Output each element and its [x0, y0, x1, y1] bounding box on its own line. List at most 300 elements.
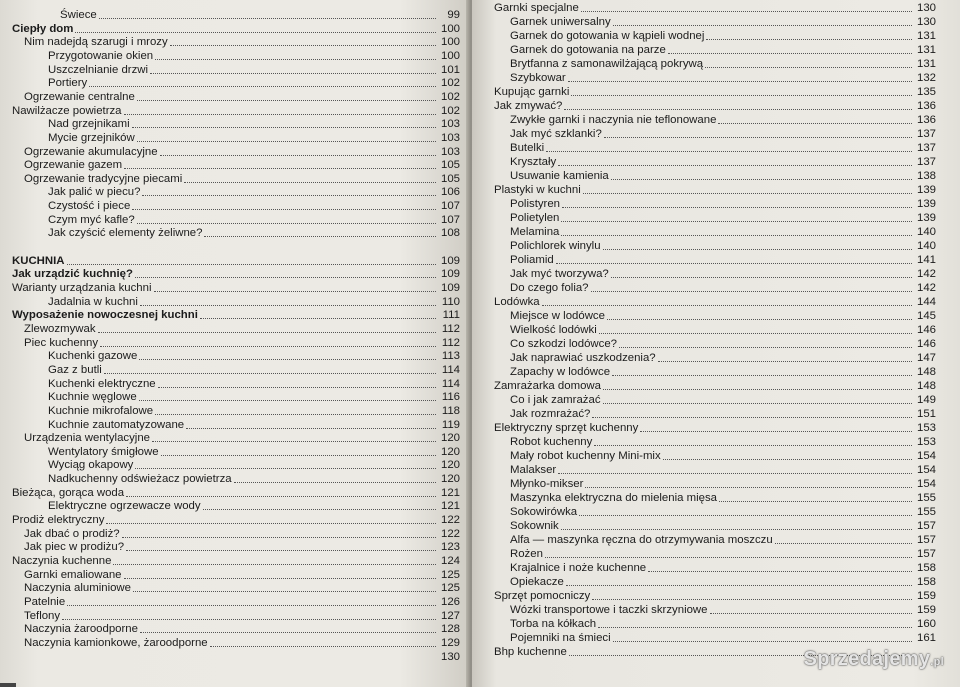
toc-entry-title: Torba na kółkach — [510, 618, 597, 630]
dot-leader — [562, 207, 912, 208]
dot-leader — [126, 496, 436, 497]
toc-entry — [494, 588, 936, 603]
toc-entry-title: Zapachy w lodówce — [510, 366, 611, 378]
dot-leader — [124, 578, 437, 579]
dot-leader — [612, 375, 912, 376]
dot-leader — [592, 599, 912, 600]
toc-entry-title: Jak naprawiać uszkodzenia? — [510, 352, 656, 364]
toc-entry — [510, 238, 936, 253]
toc-entry-page-number: 103 — [440, 131, 460, 144]
dot-leader — [75, 32, 436, 33]
toc-entry-page-number: 154 — [916, 478, 936, 490]
dot-leader — [124, 114, 436, 115]
toc-entry-title: Jak myć szklanki? — [510, 128, 602, 140]
toc-entry-page-number: 120 — [440, 432, 460, 445]
toc-entry-page-number: 120 — [440, 459, 460, 472]
toc-entry-page-number: 100 — [440, 36, 460, 49]
toc-entry — [510, 266, 936, 281]
toc-entry-title: Poliamid — [510, 254, 554, 266]
toc-entry — [510, 602, 936, 617]
toc-entry — [510, 112, 936, 127]
dot-leader — [561, 235, 912, 236]
toc-entry-title: Do czego folia? — [510, 282, 589, 294]
toc-entry-title: Co i jak zamrażać — [510, 394, 601, 406]
toc-entry — [510, 70, 936, 85]
dot-leader — [558, 165, 912, 166]
dot-leader — [556, 263, 912, 264]
toc-entry-page-number: 131 — [916, 44, 936, 56]
toc-entry-title: Kuchnie zautomatyzowane — [48, 418, 185, 431]
dot-leader — [89, 86, 436, 87]
toc-entry-page-number: 118 — [441, 404, 460, 417]
toc-entry-title: Jadalnia w kuchni — [48, 295, 138, 308]
toc-entry — [510, 126, 936, 141]
dot-leader — [545, 557, 912, 558]
toc-entry — [510, 210, 936, 225]
dot-leader — [99, 18, 436, 19]
toc-entry-page-number: 131 — [916, 30, 936, 42]
toc-entry-page-number: 137 — [916, 128, 936, 140]
toc-entry-title: Naczynia kuchenne — [12, 555, 112, 567]
toc-entry — [510, 406, 936, 421]
toc-entry-title: Miejsce w lodówce — [510, 310, 605, 322]
toc-entry-page-number: 130 — [916, 16, 936, 28]
toc-entry-title: Sokownik — [510, 520, 559, 532]
toc-entry-title: Ciepły dom — [12, 22, 74, 35]
toc-entry-page-number: 109 — [440, 268, 460, 281]
dot-leader — [648, 571, 912, 572]
toc-entry-title: Wózki transportowe i taczki skrzyniowe — [510, 604, 708, 616]
toc-entry — [510, 154, 936, 169]
toc-entry-page-number: 158 — [916, 576, 936, 588]
toc-entry-page-number: 102 — [440, 104, 460, 117]
dot-leader — [142, 195, 436, 196]
toc-entry-page-number: 142 — [916, 268, 936, 280]
toc-entry-title: Elektryczne ogrzewacze wody — [48, 500, 201, 513]
toc-entry-title: Brytfanna z samonawilżającą pokrywą — [510, 58, 704, 70]
toc-entry-title: Melamina — [510, 226, 560, 238]
dot-leader — [604, 137, 912, 138]
toc-entry-page-number: 126 — [440, 595, 460, 608]
toc-entry — [510, 476, 936, 491]
toc-entry-title: Szybkowar — [510, 72, 566, 84]
toc-entry-title: Jak palić w piecu? — [48, 186, 141, 199]
toc-entry-page-number: 103 — [440, 145, 460, 158]
dot-leader — [546, 151, 912, 152]
toc-entry-page-number: 151 — [916, 408, 936, 420]
toc-entry — [24, 635, 460, 650]
dot-leader — [566, 585, 912, 586]
toc-entry-page-number: 157 — [916, 520, 936, 532]
toc-entry-title: Jak piec w prodiżu? — [24, 541, 125, 554]
dot-leader — [139, 400, 436, 401]
toc-entry-title: Teflony — [24, 609, 61, 622]
dot-leader — [140, 632, 436, 633]
dot-leader — [611, 277, 912, 278]
dot-leader — [98, 332, 436, 333]
toc-entry-title: Portiery — [48, 77, 88, 90]
toc-entry-title: Jak dbać o prodiż? — [24, 527, 120, 540]
toc-entry — [510, 350, 936, 365]
dot-leader — [160, 155, 436, 156]
toc-entry-title: Naczynia kamionkowe, żaroodporne — [24, 636, 208, 649]
dot-leader — [137, 141, 436, 142]
toc-entry-page-number: 136 — [916, 100, 936, 112]
toc-entry-page-number: 99 — [447, 9, 460, 21]
dot-leader — [571, 95, 912, 96]
toc-entry — [494, 84, 936, 99]
toc-entry — [510, 42, 936, 57]
toc-entry-title: Kuchenki gazowe — [48, 350, 138, 363]
dot-leader — [155, 414, 436, 415]
dot-leader — [150, 73, 436, 74]
dot-leader — [137, 100, 436, 101]
toc-entry-title: Bieżąca, gorąca woda — [12, 486, 125, 499]
toc-entry-page-number: 119 — [441, 418, 460, 431]
dot-leader — [775, 543, 912, 544]
toc-entry-title: Wyposażenie nowoczesnej kuchni — [12, 309, 198, 322]
toc-entry — [510, 490, 936, 505]
toc-entry — [510, 448, 936, 463]
toc-entry-title: Nadkuchenny odświeżacz powietrza — [48, 473, 232, 486]
toc-entry-title: Malakser — [510, 464, 557, 476]
dot-leader — [67, 605, 436, 606]
dot-leader — [210, 646, 436, 647]
watermark-brand: Sprzedajemy — [803, 648, 931, 670]
toc-entry-title: KUCHNIA — [12, 254, 65, 267]
toc-entry — [420, 649, 460, 664]
toc-entry-title: Krajalnice i noże kuchenne — [510, 562, 647, 574]
toc-entry-title: Kuchnie mikrofalowe — [48, 404, 154, 417]
toc-entry-title: Polichlorek winylu — [510, 240, 601, 252]
toc-entry-title: Butelki — [510, 142, 545, 154]
dot-leader — [705, 67, 912, 68]
dot-leader — [594, 445, 912, 446]
toc-entry-page-number: 120 — [440, 473, 460, 486]
toc-entry — [494, 294, 936, 309]
toc-entry-title: Kuchenki elektryczne — [48, 377, 156, 390]
toc-entry-title: Lodówka — [494, 296, 540, 308]
toc-entry-page-number: 122 — [440, 514, 460, 527]
toc-entry-page-number: 130 — [440, 650, 460, 663]
toc-entry-page-number: 146 — [916, 338, 936, 350]
dot-leader — [591, 291, 912, 292]
dot-leader — [603, 389, 912, 390]
toc-entry-page-number: 125 — [440, 582, 460, 595]
toc-entry-title: Mały robot kuchenny Mini-mix — [510, 450, 661, 462]
toc-entry — [510, 616, 936, 631]
toc-entry-page-number: 129 — [440, 636, 460, 649]
toc-entry — [510, 546, 936, 561]
toc-entry-title: Przygotowanie okien — [48, 49, 154, 62]
toc-entry — [510, 518, 936, 533]
toc-entry-page-number: 153 — [916, 422, 936, 434]
dot-leader — [139, 359, 436, 360]
dot-leader — [132, 127, 436, 128]
dot-leader — [640, 431, 912, 432]
dot-leader — [579, 515, 912, 516]
dot-leader — [581, 11, 912, 12]
dot-leader — [133, 591, 436, 592]
dot-leader — [140, 305, 436, 306]
toc-entry-title: Ogrzewanie centralne — [24, 90, 135, 103]
toc-entry — [510, 14, 936, 29]
toc-entry-page-number: 154 — [916, 464, 936, 476]
dot-leader — [122, 537, 436, 538]
dot-leader — [135, 468, 436, 469]
toc-entry — [510, 280, 936, 295]
toc-entry-title: Warianty urządzania kuchni — [12, 282, 152, 294]
toc-entry-title: Ogrzewanie akumulacyjne — [24, 145, 158, 158]
dot-leader — [658, 361, 912, 362]
toc-entry — [510, 224, 936, 239]
toc-entry-title: Alfa — maszynka ręczna do otrzymywania moszczu — [510, 534, 773, 546]
right-page — [472, 0, 960, 687]
toc-entry-title: Polietylen — [510, 212, 560, 224]
dot-leader — [564, 109, 912, 110]
toc-entry-page-number: 105 — [440, 172, 460, 185]
toc-entry-title: Zamrażarka domowa — [494, 380, 601, 392]
toc-entry-page-number: 161 — [916, 632, 936, 644]
toc-entry-title: Zlewozmywak — [24, 322, 96, 335]
dot-leader — [668, 53, 912, 54]
toc-entry-page-number: 137 — [916, 156, 936, 168]
toc-entry — [510, 168, 936, 183]
toc-entry — [510, 574, 936, 589]
toc-entry-page-number: 136 — [916, 114, 936, 126]
toc-entry-page-number: 100 — [440, 49, 460, 62]
toc-entry-title: Kryształy — [510, 156, 557, 168]
toc-entry-page-number: 121 — [440, 500, 460, 513]
toc-entry — [510, 322, 936, 337]
toc-entry-page-number: 155 — [916, 492, 936, 504]
toc-entry-page-number: 130 — [916, 2, 936, 14]
toc-entry-page-number: 123 — [440, 541, 460, 554]
toc-entry-title: Młynko-mikser — [510, 478, 584, 490]
dot-leader — [113, 564, 436, 565]
toc-entry-page-number: 140 — [916, 226, 936, 238]
toc-entry-page-number: 132 — [916, 72, 936, 84]
toc-entry-title: Piec kuchenny — [24, 336, 99, 349]
toc-entry-page-number: 102 — [440, 77, 460, 90]
toc-entry-title: Zwykłe garnki i naczynia nie teflonowane — [510, 114, 717, 126]
toc-entry-page-number: 112 — [441, 336, 460, 349]
toc-entry-page-number: 101 — [440, 63, 460, 76]
toc-entry-page-number: 153 — [916, 436, 936, 448]
dot-leader — [155, 59, 436, 60]
dot-leader — [613, 25, 912, 26]
toc-entry-page-number: 109 — [440, 282, 460, 294]
toc-entry — [494, 0, 936, 15]
dot-leader — [154, 291, 437, 292]
toc-entry-page-number: 148 — [916, 380, 936, 392]
toc-entry — [494, 420, 936, 435]
toc-entry-page-number: 155 — [916, 506, 936, 518]
toc-entry-page-number: 148 — [916, 366, 936, 378]
toc-entry-title: Wielkość lodówki — [510, 324, 597, 336]
dot-leader — [170, 45, 436, 46]
dot-leader — [234, 482, 436, 483]
dot-leader — [124, 168, 436, 169]
toc-entry — [510, 308, 936, 323]
dot-leader — [718, 123, 912, 124]
toc-entry-title: Nawilżacze powietrza — [12, 104, 122, 117]
toc-entry-page-number: 103 — [440, 118, 460, 131]
toc-entry — [510, 504, 936, 519]
dot-leader — [204, 236, 436, 237]
toc-entry-title: Wyciąg okapowy — [48, 459, 134, 472]
toc-entry-page-number: 100 — [440, 22, 460, 35]
toc-entry-title: Kupując garnki — [494, 86, 570, 98]
toc-entry-title: Czym myć kafle? — [48, 213, 135, 226]
toc-entry-page-number: 157 — [916, 548, 936, 560]
toc-entry-page-number: 124 — [440, 555, 460, 567]
dot-leader — [558, 473, 912, 474]
toc-entry-page-number: 106 — [440, 186, 460, 199]
watermark-tld: .pl — [930, 656, 944, 668]
toc-entry-title: Jak czyścić elementy żeliwne? — [48, 227, 203, 240]
toc-entry-title: Ogrzewanie gazem — [24, 159, 123, 172]
toc-entry — [510, 392, 936, 407]
toc-entry-page-number: 146 — [916, 324, 936, 336]
toc-entry-title: Pojemniki na śmieci — [510, 632, 611, 644]
dot-leader — [184, 182, 436, 183]
toc-entry-title: Nad grzejnikami — [48, 118, 130, 131]
toc-entry-page-number: 120 — [440, 445, 460, 458]
toc-entry-title: Polistyren — [510, 198, 561, 210]
dot-leader — [583, 193, 912, 194]
toc-entry-title: Jak urządzić kuchnię? — [12, 268, 133, 281]
toc-entry — [494, 378, 936, 393]
toc-entry-title: Urządzenia wentylacyjne — [24, 432, 150, 445]
toc-entry-title: Elektryczny sprzęt kuchenny — [494, 422, 639, 434]
toc-entry-page-number: 127 — [440, 609, 460, 622]
dot-leader — [719, 501, 912, 502]
toc-entry-title: Uszczelnianie drzwi — [48, 63, 149, 76]
watermark-logo — [804, 648, 944, 671]
toc-entry — [510, 434, 936, 449]
dot-leader — [706, 39, 912, 40]
toc-entry-page-number: 160 — [916, 618, 936, 630]
toc-entry-title: Czystość i piece — [48, 200, 131, 213]
toc-entry — [510, 336, 936, 351]
left-page — [0, 0, 470, 687]
dot-leader — [126, 550, 436, 551]
toc-entry-title: Wentylatory śmigłowe — [48, 445, 159, 458]
toc-entry-page-number: 131 — [916, 58, 936, 70]
toc-entry-title: Sprzęt pomocniczy — [494, 590, 591, 602]
toc-entry-title: Rożen — [510, 548, 543, 560]
dot-leader — [598, 627, 912, 628]
toc-entry — [510, 532, 936, 547]
toc-entry — [510, 630, 936, 645]
dot-leader — [592, 417, 912, 418]
dot-leader — [135, 277, 436, 278]
toc-entry-title: Garnek uniwersalny — [510, 16, 611, 28]
toc-entry — [510, 28, 936, 43]
dot-leader — [158, 387, 436, 388]
dot-leader — [613, 641, 912, 642]
toc-entry-title: Jak zmywać? — [494, 100, 563, 112]
dot-leader — [203, 509, 436, 510]
toc-entry-title: Nim nadejdą szarugi i mrozy — [24, 36, 168, 49]
dot-leader — [186, 428, 436, 429]
toc-entry-page-number: 159 — [916, 604, 936, 616]
dot-leader — [568, 81, 912, 82]
dot-leader — [585, 487, 912, 488]
dot-leader — [106, 523, 436, 524]
toc-entry-page-number: 138 — [916, 170, 936, 182]
toc-entry-page-number: 141 — [916, 254, 936, 266]
toc-entry-page-number: 145 — [916, 310, 936, 322]
toc-entry-page-number: 102 — [440, 90, 460, 103]
dot-leader — [200, 318, 436, 319]
toc-entry — [510, 364, 936, 379]
toc-entry-title: Robot kuchenny — [510, 436, 593, 448]
toc-entry-title: Naczynia aluminiowe — [24, 582, 131, 595]
toc-entry-page-number: 110 — [441, 295, 460, 308]
toc-entry-page-number: 125 — [440, 568, 460, 581]
toc-entry-page-number: 139 — [916, 198, 936, 210]
toc-entry-page-number: 122 — [440, 527, 460, 540]
toc-entry-page-number: 121 — [440, 486, 460, 499]
toc-entry-page-number: 139 — [916, 184, 936, 196]
toc-entry-title: Jak rozmrażać? — [510, 408, 591, 420]
dot-leader — [152, 441, 436, 442]
toc-entry-page-number: 147 — [916, 352, 936, 364]
toc-entry-page-number: 105 — [440, 159, 460, 172]
toc-entry-title: Opiekacze — [510, 576, 564, 588]
page-corner-mark — [0, 683, 16, 687]
toc-entry-title: Kuchnie węglowe — [48, 391, 137, 404]
toc-entry-title: Gaz z butli — [48, 363, 102, 376]
toc-entry-page-number: 108 — [440, 227, 460, 240]
dot-leader — [603, 249, 912, 250]
dot-leader — [132, 209, 436, 210]
dot-leader — [619, 347, 912, 348]
toc-entry — [510, 560, 936, 575]
toc-entry-page-number: 157 — [916, 534, 936, 546]
toc-entry-title: Bhp kuchenne — [494, 646, 567, 658]
toc-entry-title: Jak myć tworzywa? — [510, 268, 609, 280]
toc-entry-page-number: 107 — [440, 213, 460, 226]
dot-leader — [542, 305, 912, 306]
toc-entry — [494, 98, 936, 113]
toc-entry-title: Co szkodzi lodówce? — [510, 338, 617, 350]
toc-entry-title: Garnki specjalne — [494, 2, 579, 14]
dot-leader — [161, 455, 436, 456]
toc-entry-title: Garnki emaliowane — [24, 568, 122, 581]
dot-leader — [607, 319, 912, 320]
toc-entry-page-number: 116 — [441, 391, 460, 404]
toc-entry-page-number: 144 — [916, 296, 936, 308]
toc-entry-page-number: 109 — [440, 254, 460, 267]
toc-entry — [494, 182, 936, 197]
dot-leader — [561, 221, 912, 222]
dot-leader — [710, 613, 913, 614]
toc-entry-title: Prodiż elektryczny — [12, 514, 105, 527]
toc-entry-page-number: 159 — [916, 590, 936, 602]
toc-entry-title: Plastyki w kuchni — [494, 184, 581, 196]
toc-entry-title: Ogrzewanie tradycyjne piecami — [24, 172, 183, 185]
toc-entry-page-number: 149 — [916, 394, 936, 406]
dot-leader — [137, 223, 436, 224]
toc-entry-title: Mycie grzejników — [48, 131, 135, 144]
toc-entry-page-number: 137 — [916, 142, 936, 154]
toc-entry-page-number: 111 — [442, 309, 460, 322]
dot-leader — [104, 373, 436, 374]
toc-entry-title: Sokowirówka — [510, 506, 578, 518]
